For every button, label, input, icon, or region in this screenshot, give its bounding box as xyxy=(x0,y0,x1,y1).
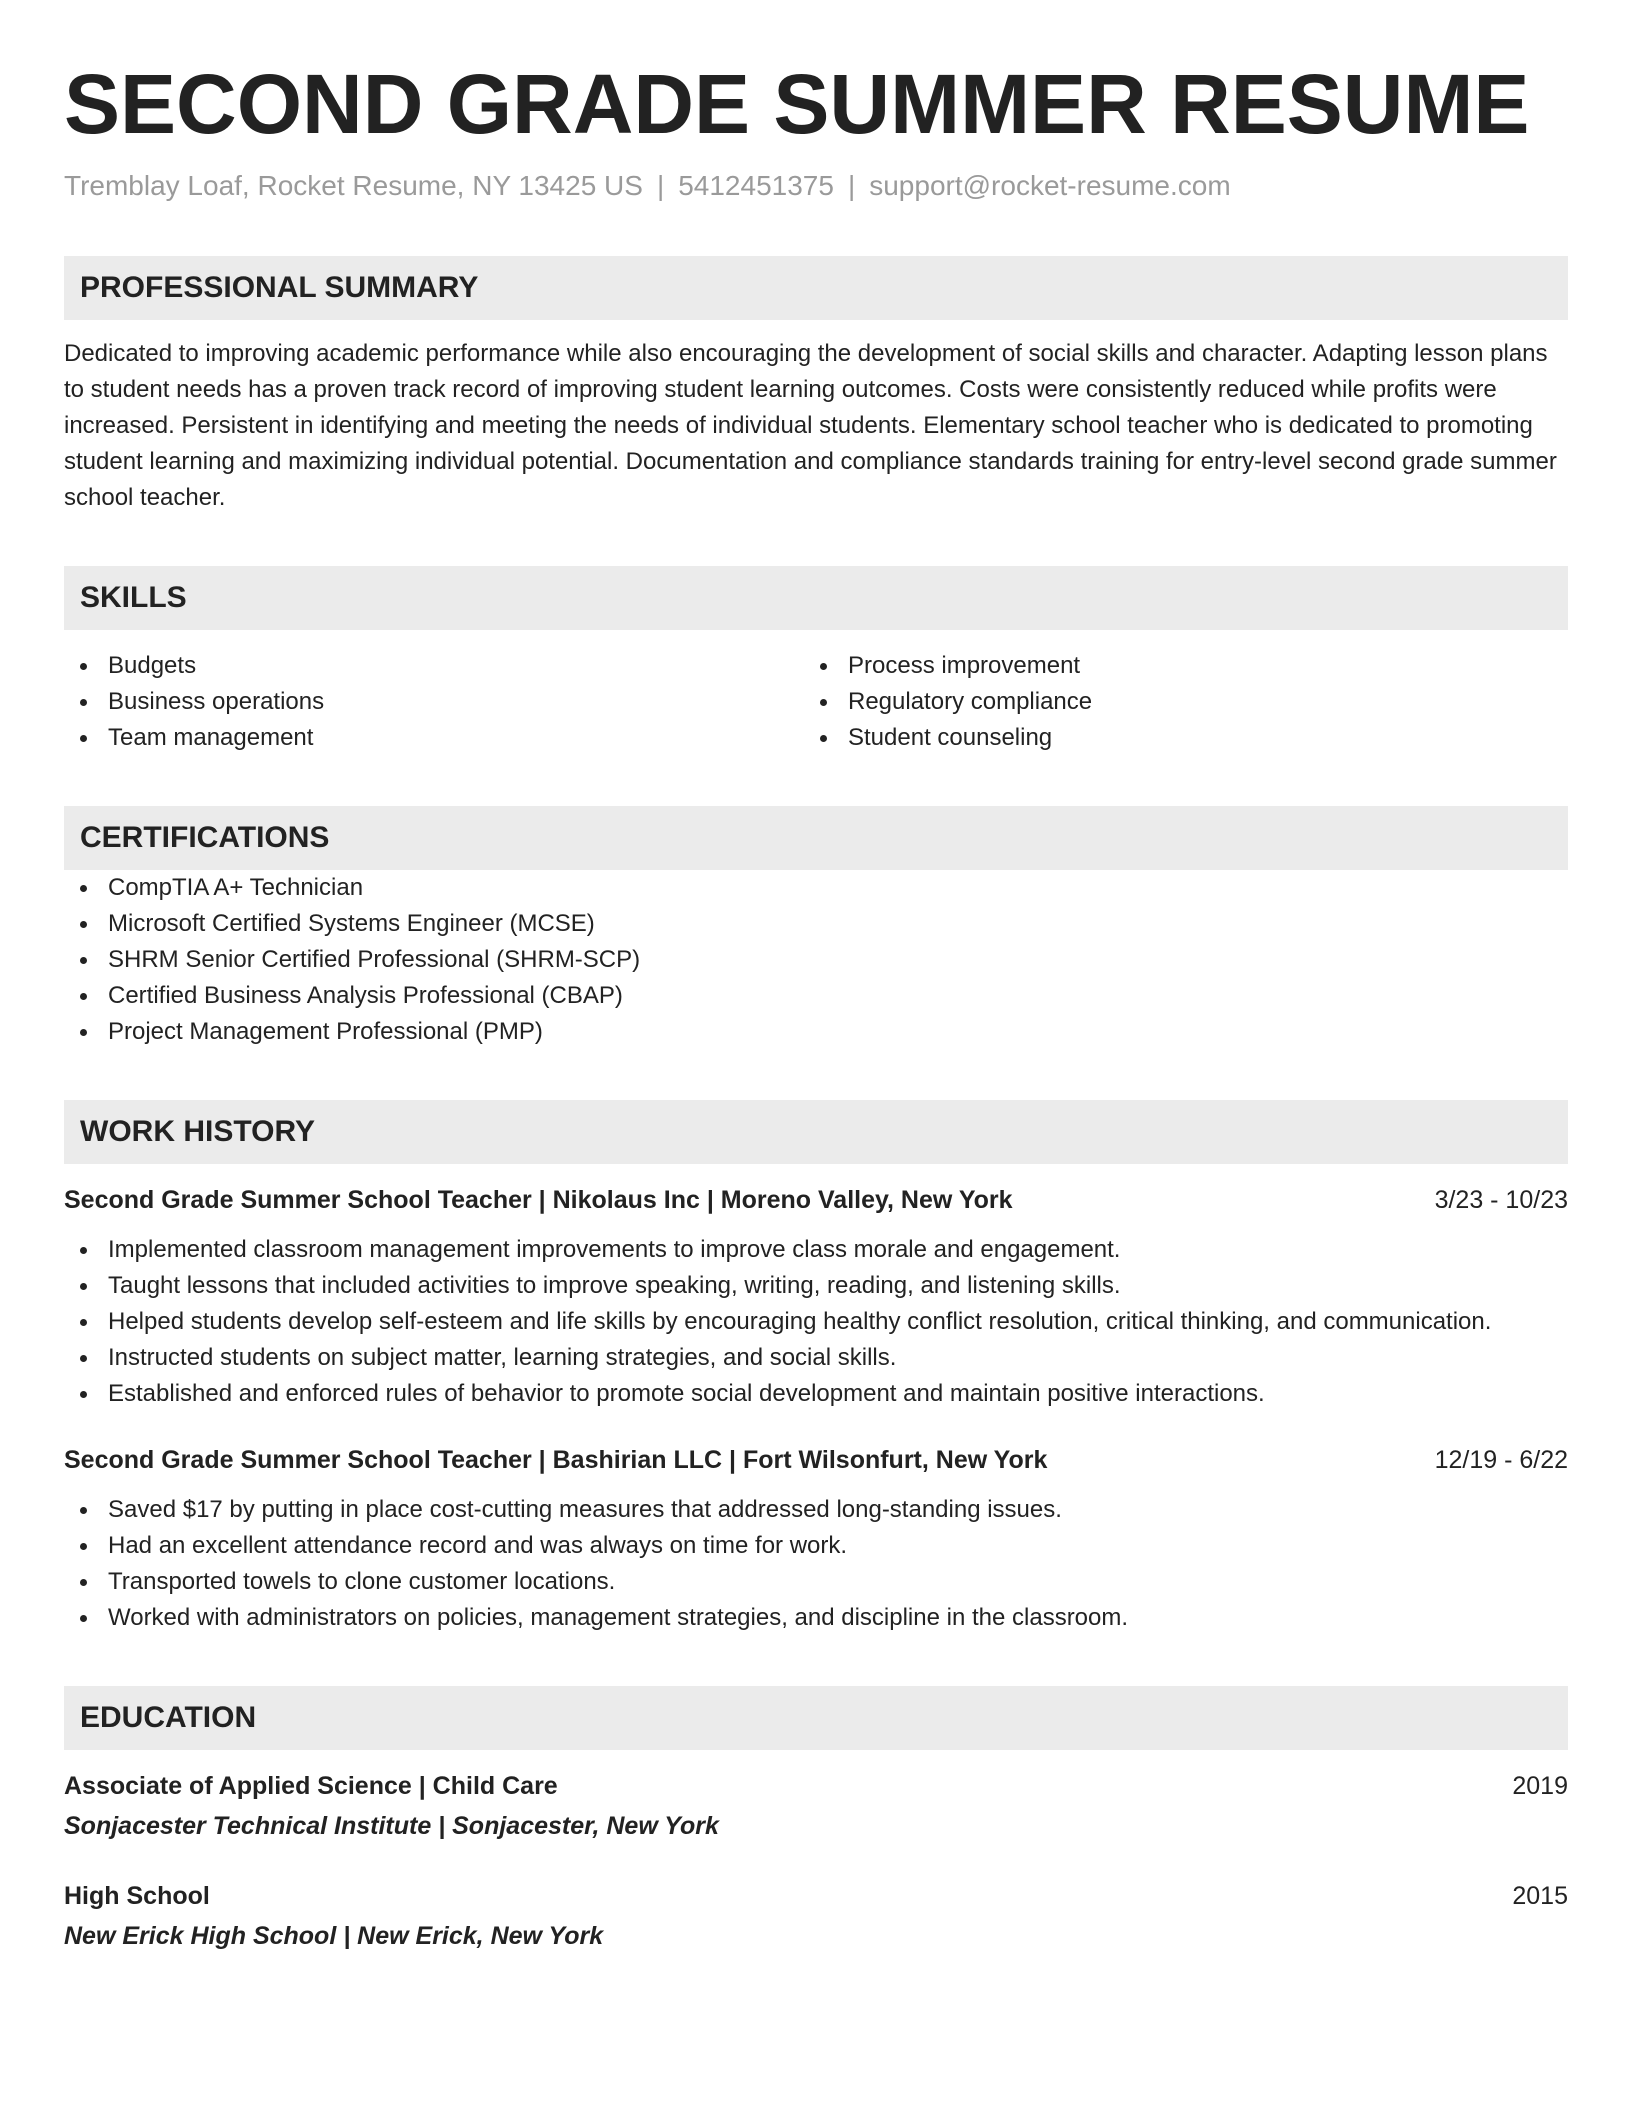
skills-column-right xyxy=(804,648,1544,756)
job-bullet: Established and enforced rules of behavior to promote social development and maintain positive interactions. xyxy=(64,1376,1568,1412)
education-year: 2019 xyxy=(1512,1772,1568,1800)
contact-line xyxy=(64,168,1568,204)
contact-separator: | xyxy=(656,170,665,201)
job-bullet: Transported towels to clone customer locations. xyxy=(64,1564,1568,1600)
education-year: 2015 xyxy=(1512,1882,1568,1910)
job-entry xyxy=(64,1442,1568,1636)
certification-item: Microsoft Certified Systems Engineer (MCSE) xyxy=(64,906,1568,942)
job-dates: 12/19 - 6/22 xyxy=(1434,1446,1568,1474)
education-degree: High School xyxy=(64,1882,210,1910)
skills-column-left xyxy=(64,648,804,756)
skill-item: Student counseling xyxy=(804,720,1544,756)
job-bullets xyxy=(64,1492,1568,1636)
job-bullet: Worked with administrators on policies, management strategies, and discipline in the classroom. xyxy=(64,1600,1568,1636)
contact-separator: | xyxy=(847,170,856,201)
job-bullet: Taught lessons that included activities to improve speaking, writing, reading, and listening skills. xyxy=(64,1268,1568,1304)
section-heading-education: EDUCATION xyxy=(64,1686,1568,1750)
skill-item: Process improvement xyxy=(804,648,1544,684)
job-bullet: Instructed students on subject matter, learning strategies, and social skills. xyxy=(64,1340,1568,1376)
education-degree: Associate of Applied Science | Child Care xyxy=(64,1772,558,1800)
education-entry xyxy=(64,1768,1568,1844)
section-heading-work-history: WORK HISTORY xyxy=(64,1100,1568,1164)
job-header xyxy=(64,1442,1568,1478)
education-header xyxy=(64,1768,1568,1804)
education-entry xyxy=(64,1878,1568,1954)
section-heading-skills: SKILLS xyxy=(64,566,1568,630)
certification-item: CompTIA A+ Technician xyxy=(64,870,1568,906)
resume-title: SECOND GRADE SUMMER RESUME xyxy=(64,57,1530,151)
skill-item: Team management xyxy=(64,720,804,756)
education-school: New Erick High School | New Erick, New York xyxy=(64,1922,604,1950)
section-heading-summary: PROFESSIONAL SUMMARY xyxy=(64,256,1568,320)
skills-list xyxy=(64,648,1568,756)
certification-item: Project Management Professional (PMP) xyxy=(64,1014,1568,1050)
job-bullet: Saved $17 by putting in place cost-cutting measures that addressed long-standing issues. xyxy=(64,1492,1568,1528)
job-dates: 3/23 - 10/23 xyxy=(1434,1186,1568,1214)
job-bullet: Had an excellent attendance record and was always on time for work. xyxy=(64,1528,1568,1564)
education-school: Sonjacester Technical Institute | Sonjacester, New York xyxy=(64,1812,719,1840)
skill-item: Budgets xyxy=(64,648,804,684)
skill-item: Regulatory compliance xyxy=(804,684,1544,720)
job-title: Second Grade Summer School Teacher | Bashirian LLC | Fort Wilsonfurt, New York xyxy=(64,1446,1048,1474)
certifications-list xyxy=(64,870,1568,1050)
job-header xyxy=(64,1182,1568,1218)
job-bullet: Helped students develop self-esteem and life skills by encouraging healthy conflict resolution, critical thinking, and communication. xyxy=(64,1304,1568,1340)
job-bullets xyxy=(64,1232,1568,1412)
summary-text: Dedicated to improving academic performance while also encouraging the development of social skills and character. Adapting lesson plans to student needs has a proven track record of improving student learning outcomes. Costs were consistently reduced while profits were increased. Persistent in identifying and meeting the needs of individual students. Elementary school teacher who is dedicated to promoting student learning and maximizing individual potential. Documentation and compliance standards training for entry-level second grade summer school teacher. xyxy=(64,340,1557,511)
section-heading-certifications: CERTIFICATIONS xyxy=(64,806,1568,870)
job-entry xyxy=(64,1182,1568,1412)
job-bullet: Implemented classroom management improvements to improve class morale and engagement. xyxy=(64,1232,1568,1268)
contact-email: support@rocket-resume.com xyxy=(869,170,1231,201)
skill-item: Business operations xyxy=(64,684,804,720)
certification-item: SHRM Senior Certified Professional (SHRM-SCP) xyxy=(64,942,1568,978)
certification-item: Certified Business Analysis Professional (CBAP) xyxy=(64,978,1568,1014)
contact-address: Tremblay Loaf, Rocket Resume, NY 13425 US xyxy=(64,170,643,201)
contact-phone: 5412451375 xyxy=(678,170,834,201)
education-header xyxy=(64,1878,1568,1914)
job-title: Second Grade Summer School Teacher | Nikolaus Inc | Moreno Valley, New York xyxy=(64,1186,1013,1214)
